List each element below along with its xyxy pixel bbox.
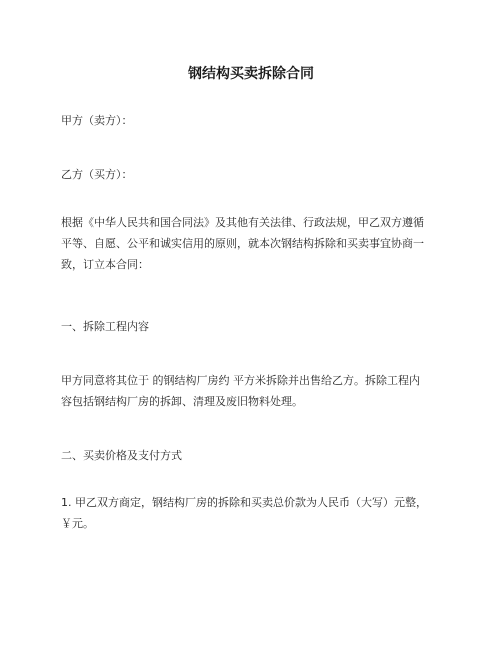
section-1-body: [61, 370, 441, 412]
section-1-body-line: 甲方同意将其位于 的钢结构厂房约 平方米拆除并出售给乙方。拆除工程内: [61, 374, 420, 387]
section-2-item-1-line: 1. 甲乙双方商定，钢结构厂房的拆除和买卖总价款为人民币（大写）元整，: [61, 496, 427, 509]
document-title: 钢结构买卖拆除合同: [188, 66, 314, 82]
section-1-heading: 一、拆除工程内容: [61, 320, 149, 333]
section-2-item-1-line: ￥元。: [61, 517, 94, 530]
section-2-heading: 二、买卖价格及支付方式: [61, 449, 182, 462]
party-a-line: 甲方（卖方）：: [61, 114, 133, 127]
section-2-item-1: [61, 492, 441, 534]
preamble-paragraph: [61, 212, 441, 275]
preamble-line: 致，订立本合同：: [61, 258, 149, 271]
preamble-line: 平等、自愿、公平和诚实信用的原则，就本次钢结构拆除和买卖事宜协商一: [61, 237, 424, 250]
party-b-line: 乙方（买方）：: [61, 168, 133, 181]
preamble-line: 根据《中华人民共和国合同法》及其他有关法律、行政法规，甲乙双方遵循: [61, 216, 424, 229]
section-1-body-line: 容包括钢结构厂房的拆卸、清理及废旧物料处理。: [61, 395, 303, 408]
